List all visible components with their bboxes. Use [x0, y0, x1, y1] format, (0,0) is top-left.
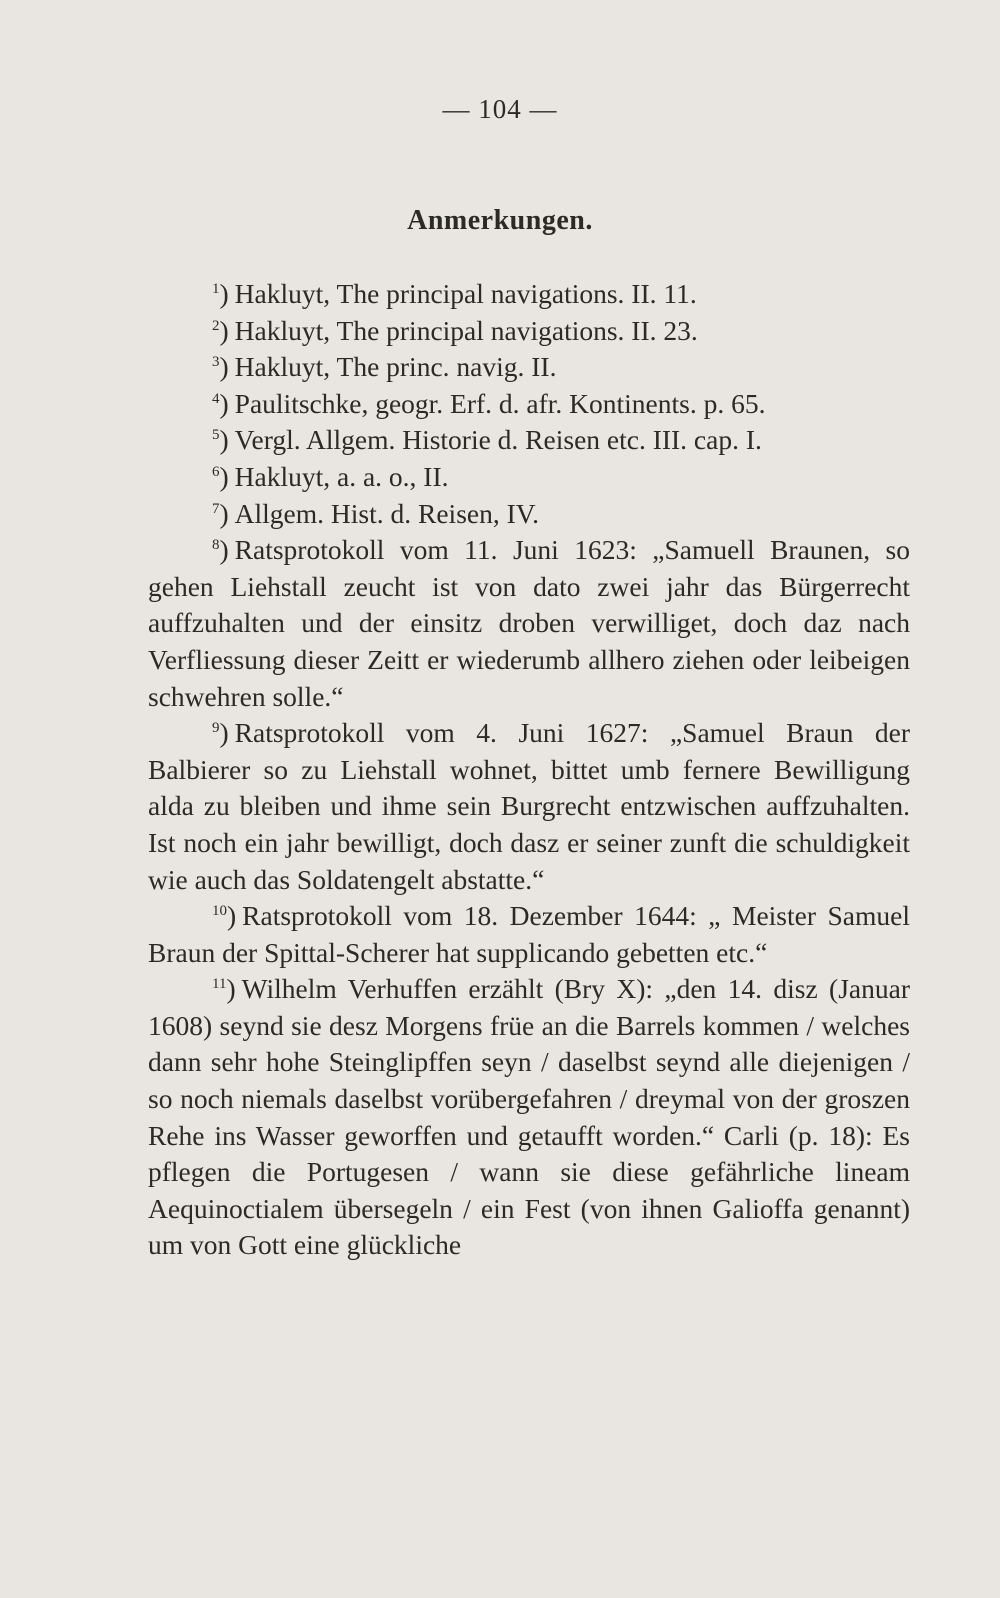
- footnote-7: $^7$) Allgem. Hist. d. Reisen, IV.: [212, 497, 539, 529]
- footnote-number: 7: [212, 500, 220, 517]
- footnote-4: $^4$) Paulitschke, geogr. Erf. d. afr. Kontinents. p. 65.: [212, 387, 766, 419]
- footnote-6: $^6$) Hakluyt, a. a. o., II.: [212, 460, 449, 492]
- footnote-number: 4: [212, 390, 220, 407]
- footnote-number: 8: [212, 537, 220, 554]
- footnote-number: 1: [212, 281, 220, 297]
- footnote-number: 6: [212, 463, 220, 480]
- footnote-number: 11: [212, 976, 227, 993]
- footnote-number: 10: [212, 903, 227, 920]
- footnote-text: Ratsprotokoll vom 11. Juni 1623: „Samuell Braunen, so gehen Liehstall zeucht ist von dato zwei jahr das Bürgerrecht auffzuhalten und der einsitz droben verwilliget, doch daz nach Verfliessung dieser Zeitt er wiederumb allhero ziehen oder leibeigen schwehren solle.“: [148, 534, 910, 712]
- footnote-number: 2: [212, 317, 220, 334]
- footnote-text: Hakluyt, The principal navigations. II. 23.: [234, 314, 698, 346]
- footnote-text: Vergl. Allgem. Historie d. Reisen etc. III. cap. I.: [234, 424, 762, 456]
- footnote-text: Wilhelm Verhuffen erzählt (Bry X): „den 14. disz (Januar 1608) seynd sie desz Morgens früe an die Barrels kommen / welches dann sehr hohe Steinglipffen seyn / daselbst seynd alle diejenigen / so noch niemals daselbst vorübergefahren / dreymal von der groszen Rehe ins Wasser geworffen und getaufft worden.“ Carli (p. 18): Es pflegen die Portugesen / wann sie diese gefährliche lineam Aequinoctialem übersegeln / ein Fest (von ihnen Galioffa genannt) um von Gott eine glückliche: [148, 973, 910, 1261]
- footnote-number: 3: [212, 354, 220, 371]
- footnote-2: $^2$) Hakluyt, The principal navigations. II. 23.: [212, 314, 698, 346]
- footnote-number: 5: [212, 427, 220, 444]
- footnote-11: $^{11}$) Wilhelm Verhuffen erzählt (Bry X): „den 14. disz (Januar 1608) seynd sie desz Morgens früe an die Barrels kommen / welches dann sehr hohe Steinglipffen seyn / daselbst seynd alle diejenigen / so noch niemals daselbst vorübergefahren / dreymal von der groszen Rehe ins Wasser geworffen und getaufft worden.“ Carli (p. 18): Es pflegen die Portugesen / wann sie diese gefährliche lineam Aequinoctialem übersegeln / ein Fest (von ihnen Galioffa genannt) um von Gott eine glückliche: [148, 973, 910, 1261]
- page-heading: Anmerkungen.: [407, 205, 593, 236]
- footnote-3: $^3$) Hakluyt, The princ. navig. II.: [212, 351, 557, 383]
- footnote-10: $^{10}$) Ratsprotokoll vom 18. Dezember 1644: „ Meister Samuel Braun der Spittal-Scherer hat supplicando gebetten etc.“: [148, 900, 910, 968]
- footnote-text: Hakluyt, a. a. o., II.: [234, 460, 449, 492]
- footnote-text: Hakluyt, The principal navigations. II. 11.: [234, 278, 697, 309]
- footnote-text: Allgem. Hist. d. Reisen, IV.: [234, 497, 539, 529]
- footnote-text: Hakluyt, The princ. navig. II.: [234, 351, 557, 383]
- footnote-9: $^9$) Ratsprotokoll vom 4. Juni 1627: „Samuel Braun der Balbierer so zu Liehstall wohnet, bittet umb fernere Bewilligung alda zu bleiben und ihme sein Burgrecht entzwischen auffzuhalten. Ist noch ein jahr bewilligt, doch dasz er seiner zunft die schuldigkeit wie auch das Soldatengelt abstatte.“: [148, 717, 910, 895]
- footnote-text: Paulitschke, geogr. Erf. d. afr. Kontinents. p. 65.: [234, 387, 766, 419]
- page-number: — 104 —: [442, 94, 558, 124]
- footnote-text: Ratsprotokoll vom 18. Dezember 1644: „ Meister Samuel Braun der Spittal-Scherer hat supplicando gebetten etc.“: [148, 900, 910, 968]
- footnote-text: Ratsprotokoll vom 4. Juni 1627: „Samuel Braun der Balbierer so zu Liehstall wohnet, bittet umb fernere Bewilligung alda zu bleiben und ihme sein Burgrecht entzwischen auffzuhalten. Ist noch ein jahr bewilligt, doch dasz er seiner zunft die schuldigkeit wie auch das Soldatengelt abstatte.“: [148, 717, 910, 895]
- footnote-number: 9: [212, 720, 220, 737]
- footnote-list: [148, 276, 910, 1264]
- footnote-5: $^5$) Vergl. Allgem. Historie d. Reisen etc. III. cap. I.: [212, 424, 762, 456]
- footnote-8: $^8$) Ratsprotokoll vom 11. Juni 1623: „Samuell Braunen, so gehen Liehstall zeucht ist von dato zwei jahr das Bürgerrecht auffzuhalten und der einsitz droben verwilliget, doch daz nach Verfliessung dieser Zeitt er wiederumb allhero ziehen oder leibeigen schwehren solle.“: [148, 534, 910, 712]
- footnote-1: $^1$) Hakluyt, The principal navigations. II. 11.: [212, 278, 697, 309]
